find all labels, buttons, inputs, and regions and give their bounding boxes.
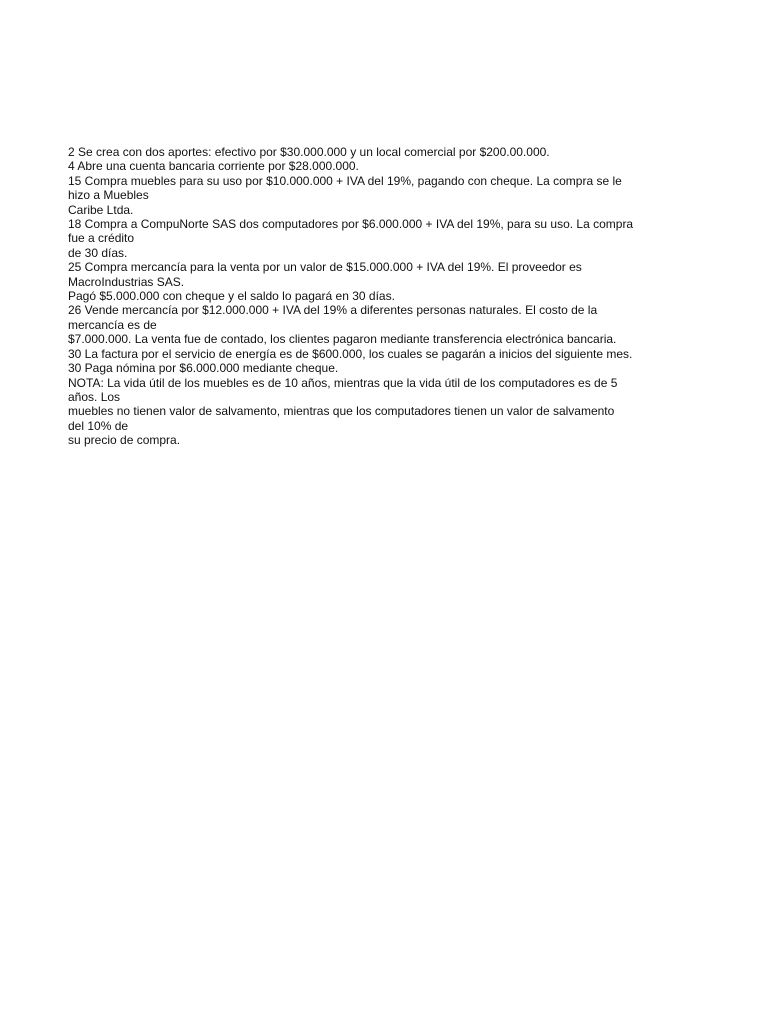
text-line: 4 Abre una cuenta bancaria corriente por $28.000.000. — [68, 159, 359, 174]
document-body — [68, 145, 658, 448]
text-line: fue a crédito — [68, 231, 135, 246]
text-line: MacroIndustrias SAS. — [68, 274, 185, 289]
text-line: 30 Paga nómina por $6.000.000 mediante cheque. — [68, 361, 339, 376]
text-line: Caribe Ltda. — [68, 202, 134, 217]
text-line: $7.000.000. La venta fue de contado, los clientes pagaron mediante transferencia electrónica bancaria. — [68, 332, 617, 347]
text-line: Pagó $5.000.000 con cheque y el saldo lo pagará en 30 días. — [68, 289, 395, 304]
text-line: 25 Compra mercancía para la venta por un valor de $15.000.000 + IVA del 19%. El proveedor es — [68, 260, 582, 275]
text-line: 18 Compra a CompuNorte SAS dos computadores por $6.000.000 + IVA del 19%, para su uso. La compra — [68, 217, 634, 232]
text-line: 2 Se crea con dos aportes: efectivo por $30.000.000 y un local comercial por $200.00.000. — [68, 145, 550, 159]
text-line: su precio de compra. — [68, 433, 181, 448]
text-line: muebles no tienen valor de salvamento, mientras que los computadores tienen un valor de salvamento — [68, 404, 615, 419]
text-line: 26 Vende mercancía por $12.000.000 + IVA del 19% a diferentes personas naturales. El costo de la — [68, 303, 598, 318]
text-line: del 10% de — [68, 418, 129, 433]
text-line: hizo a Muebles — [68, 188, 149, 203]
text-line: años. Los — [68, 389, 121, 404]
text-line: NOTA: La vida útil de los muebles es de 10 años, mientras que la vida útil de los computadores es de 5 — [68, 375, 618, 390]
text-line: 15 Compra muebles para su uso por $10.000.000 + IVA del 19%, pagando con cheque. La compra se le — [68, 173, 622, 188]
text-line: mercancía es de — [68, 317, 157, 332]
text-line: 30 La factura por el servicio de energía es de $600.000, los cuales se pagarán a inicios del siguiente mes. — [68, 346, 633, 361]
text-line: de 30 días. — [68, 245, 128, 260]
